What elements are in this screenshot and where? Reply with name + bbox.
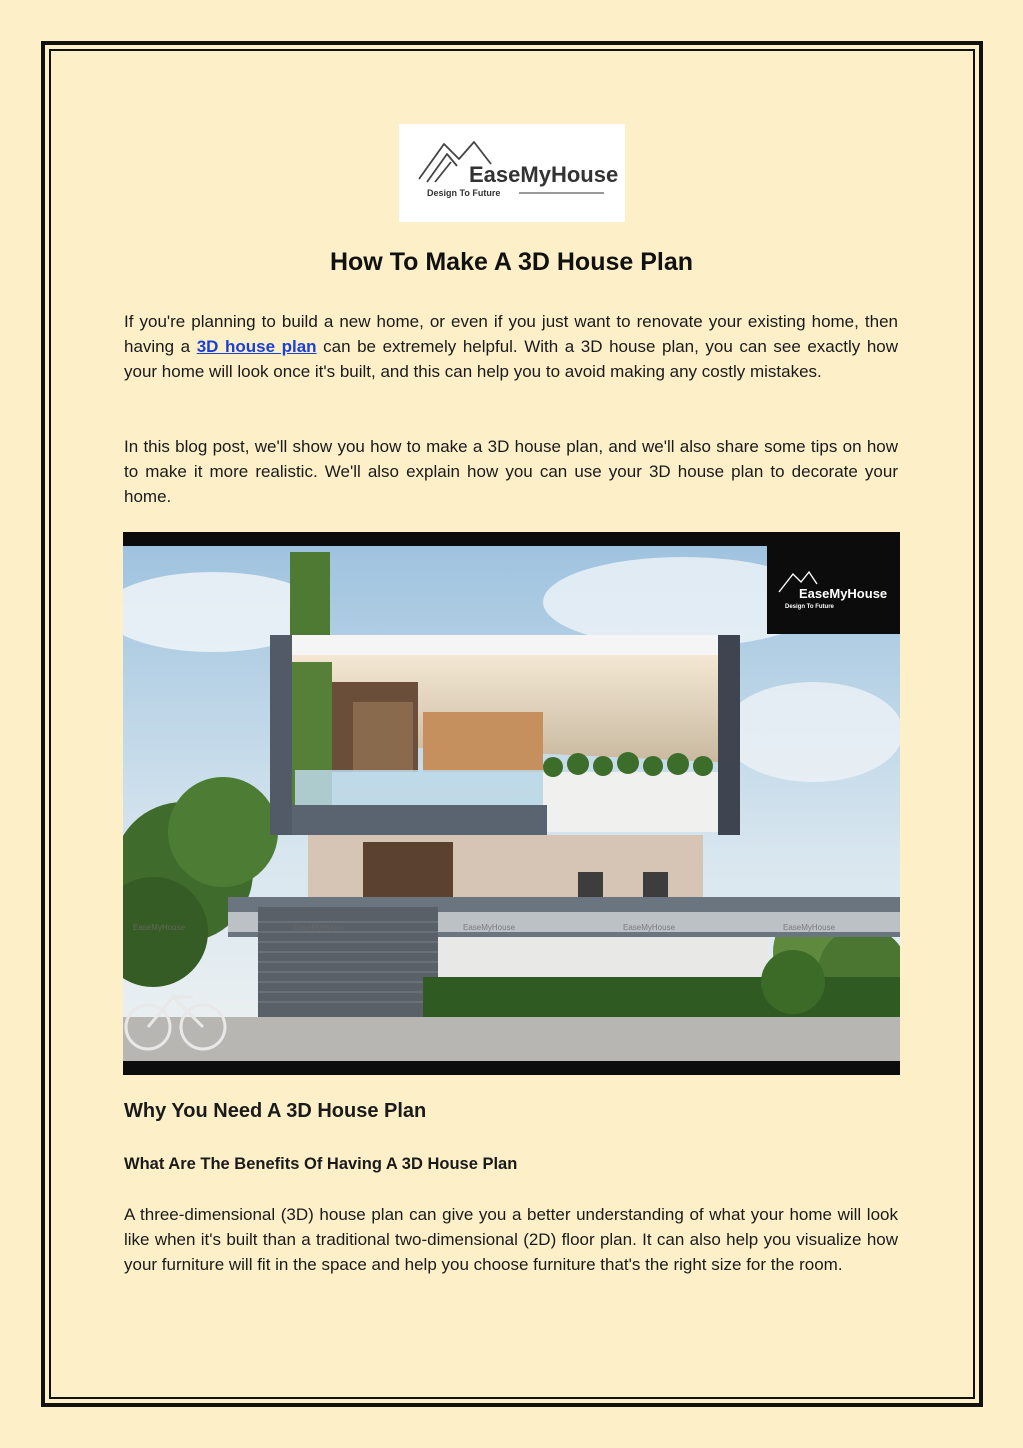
- article-title: How To Make A 3D House Plan: [329, 248, 694, 276]
- blog-overview-paragraph: In this blog post, we'll show you how to make a 3D house plan, and we'll also share some tips on how to make it more realistic. We'll also explain how you can use your 3D house plan to decorate your home.: [124, 437, 898, 506]
- house-logo-icon: [399, 124, 625, 222]
- subheading: What Are The Benefits Of Having A 3D House Plan: [124, 1155, 518, 1173]
- watermark-strip-text: EaseMyHouse: [463, 923, 516, 932]
- brand-logo: [399, 124, 625, 222]
- watermark-strip-text: EaseMyHouse: [783, 923, 836, 932]
- 3d-house-plan-link[interactable]: 3D house plan: [196, 337, 317, 356]
- watermark-strip-text: EaseMyHouse: [133, 923, 186, 932]
- logo-tagline: Design To Future: [427, 188, 501, 198]
- section-heading: Why You Need A 3D House Plan: [124, 1100, 427, 1122]
- watermark-strip-text: EaseMyHouse: [623, 923, 676, 932]
- watermark-strip-text: EaseMyHouse: [293, 923, 346, 932]
- watermark-tagline: Design To Future: [785, 604, 834, 610]
- watermark-name: EaseMyHouse: [799, 586, 888, 601]
- benefits-paragraph: A three-dimensional (3D) house plan can give you a better understanding of what your home will look like when it's built than a traditional two-dimensional (2D) floor plan. It can also help you visualize how your furniture will fit in the space and help you choose furniture that's the right size for the room.: [124, 1205, 898, 1274]
- intro-paragraph: If you're planning to build a new home, or even if you just want to renovate your existing home, then having a 3D house plan can be extremely helpful. With a 3D house plan, you can see exactly how your home will look once it's built, and this can help you to avoid making any costly mistakes.: [124, 312, 899, 381]
- house-render-image: [123, 532, 900, 1075]
- logo-name: EaseMyHouse: [469, 162, 619, 187]
